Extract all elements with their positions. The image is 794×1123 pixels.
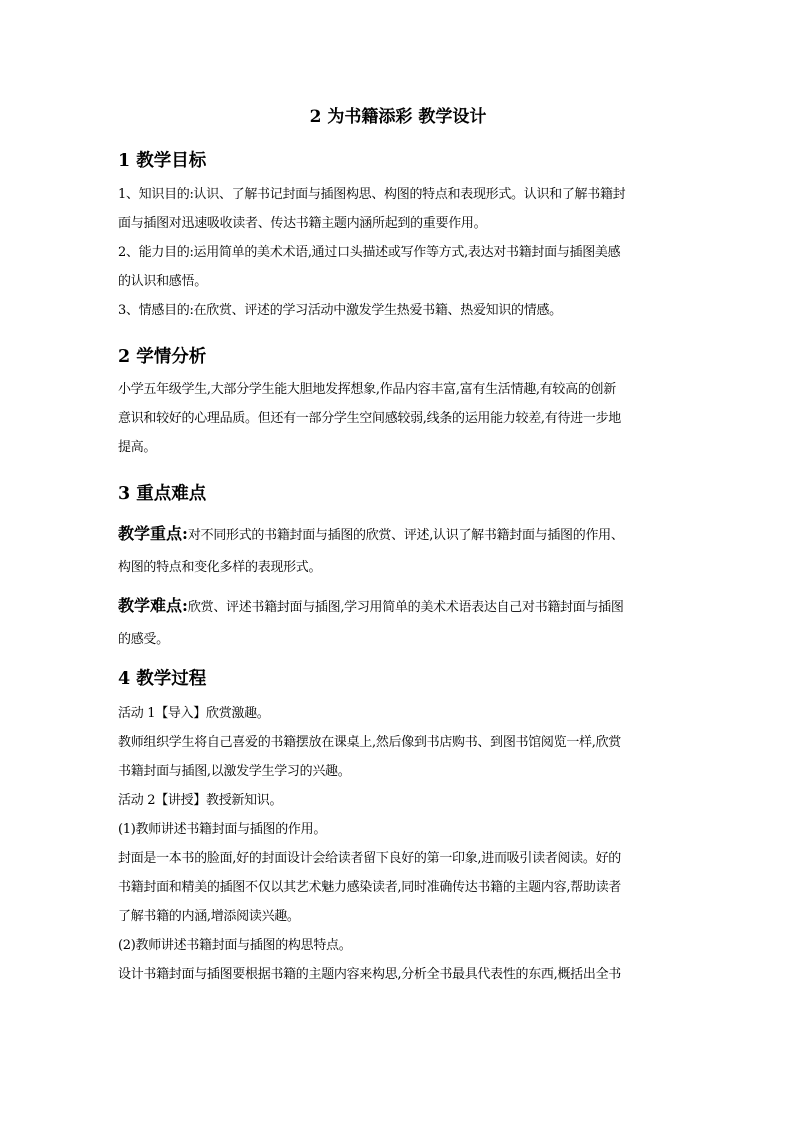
paragraph-line: 意识和较好的心理品质。但还有一部分学生空间感较弱,线条的运用能力较差,有待进一步地 xyxy=(118,411,621,426)
paragraph-line xyxy=(118,590,678,624)
paragraph-line: 提高。 xyxy=(118,440,157,455)
section-heading-analysis: 2 学情分析 xyxy=(118,347,207,367)
paragraph-line: 构图的特点和变化多样的表现形式。 xyxy=(118,560,322,575)
paragraph-line: 封面是一本书的脸面,好的封面设计会给读者留下良好的第一印象,进而吸引读者阅读。好的 xyxy=(118,851,621,866)
section-heading-goals: 1 教学目标 xyxy=(118,151,207,171)
paragraph-line: 教师组织学生将自己喜爱的书籍摆放在课桌上,然后像到书店购书、到图书馆阅览一样,欣赏 xyxy=(118,735,621,750)
difficulty-label: 教学难点: xyxy=(118,596,188,615)
paragraph-line: (1)教师讲述书籍封面与插图的作用。 xyxy=(118,822,327,837)
paragraph-line: 小学五年级学生,大部分学生能大胆地发挥想象,作品内容丰富,富有生活情趣,有较高的创新 xyxy=(118,382,616,397)
paragraph-line: 活动 2【讲授】教授新知识。 xyxy=(118,793,283,808)
process-paragraph xyxy=(118,699,678,989)
paragraph-line: 书籍封面和精美的插图不仅以其艺术魅力感染读者,同时准确传达书籍的主题内容,帮助读者 xyxy=(118,880,621,895)
paragraph-line: 面与插图对迅速吸收读者、传达书籍主题内涵所起到的重要作用。 xyxy=(118,216,487,231)
focus-label: 教学重点: xyxy=(118,524,188,543)
paragraph-line: 活动 1【导入】欣赏激趣。 xyxy=(118,706,270,721)
document-title: 2 为书籍添彩 教学设计 xyxy=(309,107,487,127)
paragraph-line: 了解书籍的内涵,增添阅读兴趣。 xyxy=(118,909,300,924)
focus-paragraph xyxy=(118,518,678,584)
analysis-paragraph xyxy=(118,375,678,462)
difficulty-text: 欣赏、评述书籍封面与插图,学习用简单的美术术语表达自己对书籍封面与插图 xyxy=(187,600,624,615)
paragraph-line: 3、情感目的:在欣赏、评述的学习活动中激发学生热爱书籍、热爱知识的情感。 xyxy=(118,303,562,318)
paragraph-line: 2、能力目的:运用简单的美术术语,通过口头描述或写作等方式,表达对书籍封面与插图美感 xyxy=(118,245,621,260)
section-heading-process: 4 教学过程 xyxy=(118,669,207,689)
focus-text: 对不同形式的书籍封面与插图的欣赏、评述,认识了解书籍封面与插图的作用、 xyxy=(187,528,624,543)
difficulty-paragraph xyxy=(118,590,678,656)
paragraph-line: (2)教师讲述书籍封面与插图的构思特点。 xyxy=(118,938,352,953)
paragraph-line: 1、知识目的:认识、了解书记封面与插图构思、构图的特点和表现形式。认识和了解书籍封 xyxy=(118,187,626,202)
paragraph-line: 的感受。 xyxy=(118,632,169,647)
paragraph-line: 设计书籍封面与插图要根据书籍的主题内容来构思,分析全书最具代表性的东西,概括出全书 xyxy=(118,967,621,982)
goals-paragraph xyxy=(118,180,678,325)
paragraph-line: 书籍封面与插图,以激发学生学习的兴趣。 xyxy=(118,764,351,779)
paragraph-line: 的认识和感悟。 xyxy=(118,274,207,289)
paragraph-line xyxy=(118,518,678,552)
section-heading-keypoints: 3 重点难点 xyxy=(118,484,207,504)
